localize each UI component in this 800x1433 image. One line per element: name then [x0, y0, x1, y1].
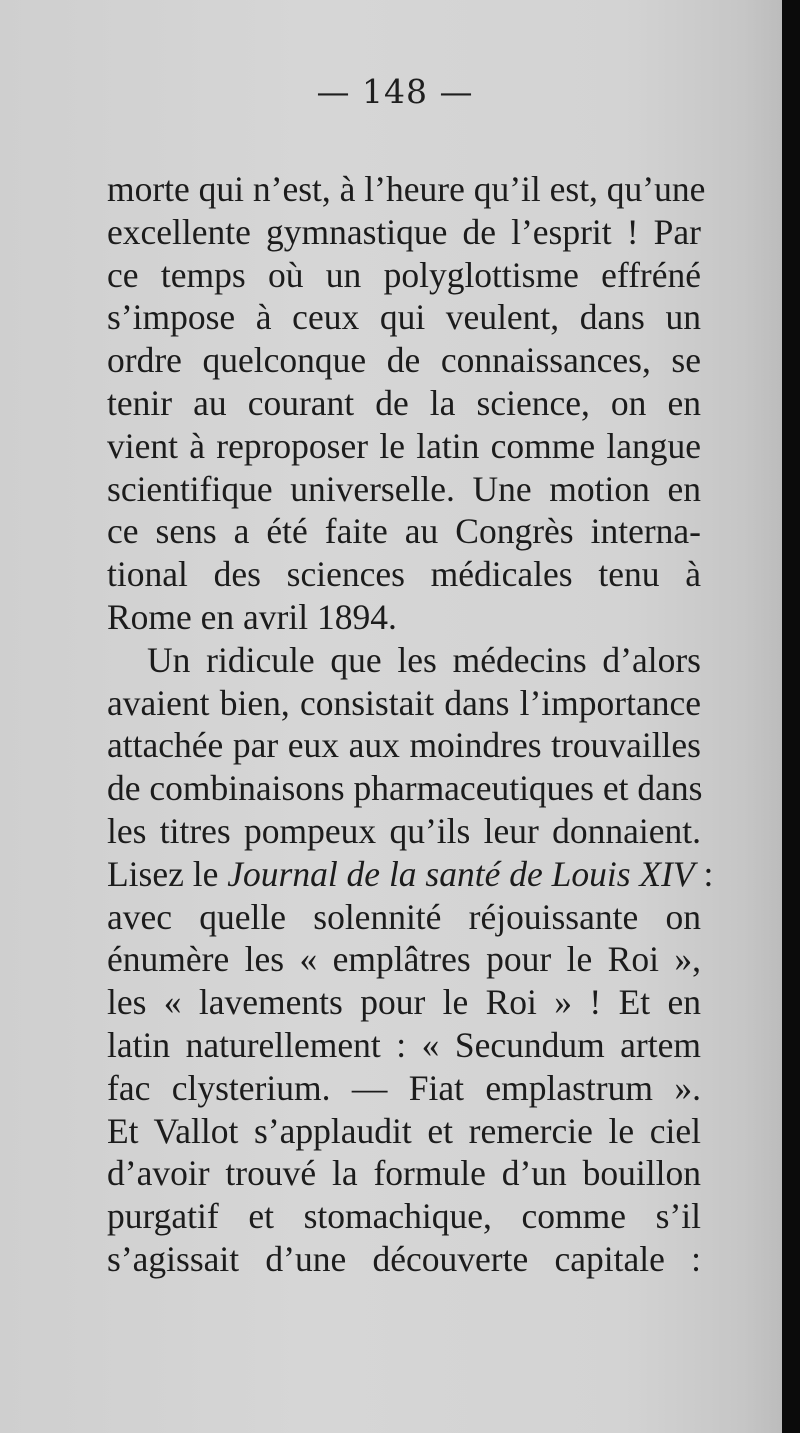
text-line: de combinaisons pharmaceutiques et dans — [107, 768, 703, 809]
page-number: — 148 — — [316, 72, 474, 111]
text-line: morte qui n’est, à l’heure qu’il est, qu’une — [107, 169, 706, 209]
text-line: s’agissait d’une découverte capitale : — [107, 1238, 701, 1279]
text-line: Et Vallot s’applaudit et remercie le ciel — [107, 1110, 701, 1151]
text-line: vient à reproposer le latin comme langue — [107, 425, 701, 466]
text-line: excellente gymnastique de l’esprit ! Par — [107, 211, 701, 252]
text-line: ce temps où un polyglottisme effréné — [107, 254, 701, 295]
text-line: les titres pompeux qu’ils leur donnaient. — [107, 810, 701, 851]
text-line: fac clysterium. — Fiat emplastrum ». — [107, 1067, 701, 1108]
text-line: avaient bien, consistait dans l’importance — [107, 682, 701, 723]
text-line: scientifique universelle. Une motion en — [107, 468, 701, 509]
text-line: avec quelle solennité réjouissante on — [107, 896, 701, 937]
text-line: purgatif et stomachique, comme s’il — [107, 1196, 701, 1237]
text-line: attachée par eux aux moindres trouvailles — [107, 725, 701, 766]
text-line: ordre quelconque de connaissances, se — [107, 340, 701, 381]
text-segment: Lisez le — [107, 853, 228, 894]
text-line: ce sens a été faite au Congrès interna- — [107, 511, 701, 552]
text-line: tenir au courant de la science, on en — [107, 382, 701, 423]
body-text — [107, 168, 714, 1281]
page-edge-shadow — [782, 0, 800, 1433]
text-line: tional des sciences médicales tenu à — [107, 554, 701, 595]
text-line: énumère les « emplâtres pour le Roi », — [107, 939, 701, 980]
text-line: les « lavements pour le Roi » ! Et en — [107, 982, 701, 1023]
text-line: Un ridicule que les médecins d’alors — [147, 639, 701, 680]
text-line: Rome en avril 1894. — [107, 596, 397, 637]
text-line: d’avoir trouvé la formule d’un bouillon — [107, 1153, 701, 1194]
text-line-with-title — [107, 853, 714, 896]
book-title: Journal de la santé de Louis XIV — [227, 853, 695, 894]
text-segment: : — [694, 853, 714, 894]
text-line: latin naturellement : « Secundum artem — [107, 1024, 701, 1065]
text-line: s’impose à ceux qui veulent, dans un — [107, 297, 701, 338]
